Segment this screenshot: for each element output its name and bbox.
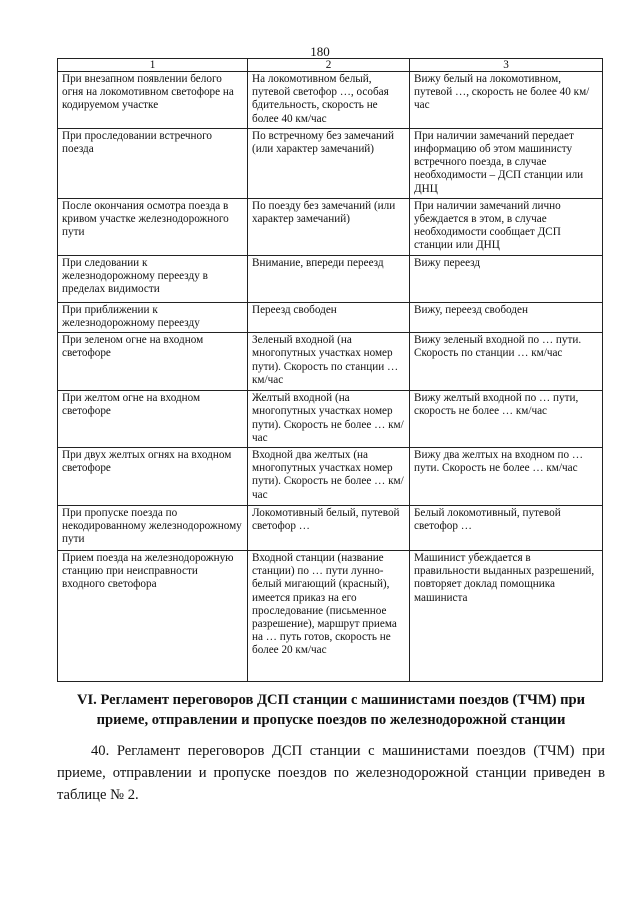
dispatcher-message-cell: Входной станции (название станции) по … пути лунно-белый мигающий (красный), имеется приказ на его проследование (письменное разрешение), маршрут приема на … путь готов, скорость не более 20 км/час (248, 551, 410, 682)
situation-cell: При зеленом огне на входном светофоре (58, 333, 248, 391)
table-row (58, 506, 603, 551)
driver-response-cell: При наличии замечаний лично убеждается в этом, в случае необходимости сообщает ДСП станции или ДНЦ (410, 198, 603, 255)
driver-response-cell: При наличии замечаний передает информацию об этом машинисту встречного поезда, в случае необходимости – ДСП станции или ДНЦ (410, 128, 603, 198)
dispatcher-message-cell: По поезду без замечаний (или характер замечаний) (248, 198, 410, 255)
table-row (58, 551, 603, 682)
driver-response-cell: Белый локомотивный, путевой светофор … (410, 506, 603, 551)
situation-cell: При двух желтых огнях на входном светофоре (58, 448, 248, 506)
body-paragraph: 40. Регламент переговоров ДСП станции с машинистами поездов (ТЧМ) при приеме, отправлении и пропуске поездов по железнодорожной станции приведен в таблице № 2. (57, 743, 605, 803)
regulation-table (57, 58, 603, 682)
table-row (58, 333, 603, 391)
situation-cell: При внезапном появлении белого огня на локомотивном светофоре на кодируемом участке (58, 72, 248, 129)
driver-response-cell: Вижу зеленый входной по … пути. Скорость по станции … км/час (410, 333, 603, 391)
situation-cell: При проследовании встречного поезда (58, 128, 248, 198)
column-header: 1 (58, 59, 248, 72)
table-row (58, 255, 603, 302)
table-row (58, 198, 603, 255)
table-row (58, 448, 603, 506)
situation-cell: После окончания осмотра поезда в кривом участке железнодорожного пути (58, 198, 248, 255)
dispatcher-message-cell: Входной два желтых (на многопутных участках номер пути). Скорость не более … км/час (248, 448, 410, 506)
dispatcher-message-cell: По встречному без замечаний (или характер замечаний) (248, 128, 410, 198)
dispatcher-message-cell: Желтый входной (на многопутных участках номер пути). Скорость не более … км/час (248, 391, 410, 448)
driver-response-cell: Машинист убеждается в правильности выданных разрешений, повторяет доклад помощника машиниста (410, 551, 603, 682)
driver-response-cell: Вижу белый на локомотивном, путевой …, скорость не более 40 км/час (410, 72, 603, 129)
table-row (58, 302, 603, 332)
dispatcher-message-cell: На локомотивном белый, путевой светофор …, особая бдительность, скорость не более 40 км/час (248, 72, 410, 129)
table-row (58, 128, 603, 198)
situation-cell: При пропуске поезда по некодированному железнодорожному пути (58, 506, 248, 551)
dispatcher-message-cell: Внимание, впереди переезд (248, 255, 410, 302)
column-header: 3 (410, 59, 603, 72)
driver-response-cell: Вижу два желтых на входном по … пути. Скорость не более … км/час (410, 448, 603, 506)
driver-response-cell: Вижу желтый входной по … пути, скорость не более … км/час (410, 391, 603, 448)
situation-cell: При следовании к железнодорожному переезду в пределах видимости (58, 255, 248, 302)
situation-cell: Прием поезда на железнодорожную станцию при неисправности входного светофора (58, 551, 248, 682)
table-header-row (58, 59, 603, 72)
table-row (58, 391, 603, 448)
column-header: 2 (248, 59, 410, 72)
dispatcher-message-cell: Локомотивный белый, путевой светофор … (248, 506, 410, 551)
page-number: 180 (310, 44, 330, 59)
situation-cell: При приближении к железнодорожному переезду (58, 302, 248, 332)
driver-response-cell: Вижу, переезд свободен (410, 302, 603, 332)
section-title: VI. Регламент переговоров ДСП станции с машинистами поездов (ТЧМ) при приеме, отправлении и пропуске поездов по железнодорожной станции (76, 692, 586, 728)
dispatcher-message-cell: Переезд свободен (248, 302, 410, 332)
table-row (58, 72, 603, 129)
dispatcher-message-cell: Зеленый входной (на многопутных участках номер пути). Скорость по станции … км/час (248, 333, 410, 391)
driver-response-cell: Вижу переезд (410, 255, 603, 302)
situation-cell: При желтом огне на входном светофоре (58, 391, 248, 448)
